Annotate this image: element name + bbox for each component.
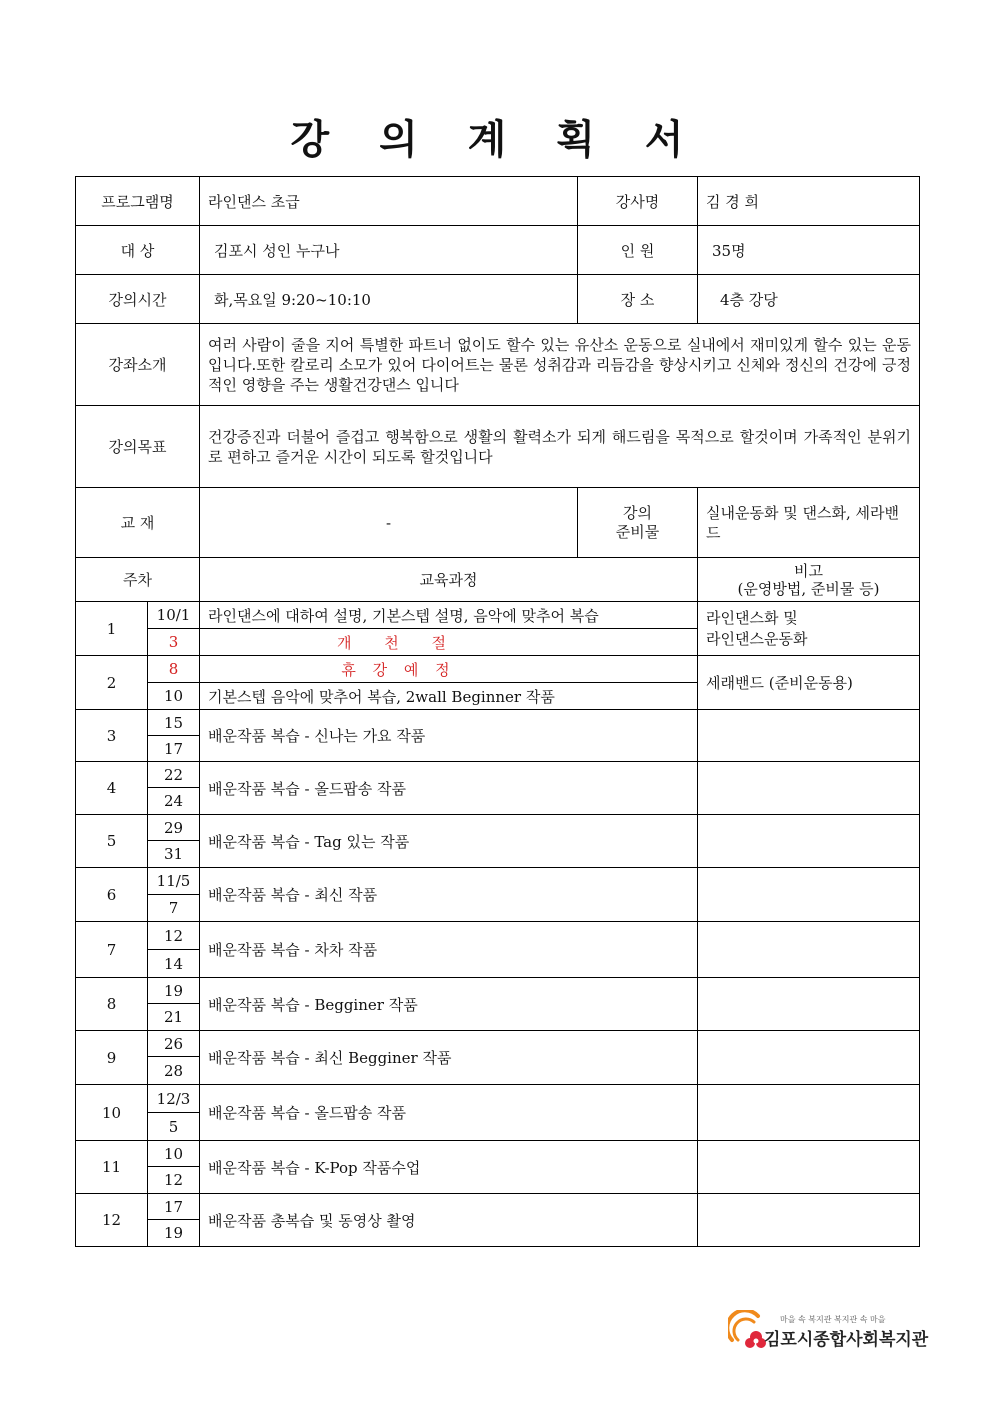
- week-note: [698, 710, 920, 762]
- week-note: [698, 815, 920, 868]
- week-note: [698, 1085, 920, 1141]
- week-number: 7: [76, 922, 148, 978]
- session-date: 10: [148, 1141, 200, 1167]
- session-date: 12: [148, 922, 200, 950]
- holiday-text: 개 천 절: [337, 633, 461, 652]
- session-course: 배운작품 복습 - 최신 작품: [200, 868, 698, 922]
- session-date: 10/1: [148, 602, 200, 629]
- textbook-label: 교 재: [76, 488, 200, 558]
- note-header-line2: (운영방법, 준비물 등): [737, 579, 880, 598]
- session-course: 배운작품 복습 - 최신 Begginer 작품: [200, 1031, 698, 1085]
- note-header: [698, 558, 920, 602]
- time-label: 강의시간: [76, 275, 200, 324]
- curriculum-header: 교육과정: [200, 558, 698, 602]
- supplies-label-line2: 준비물: [615, 522, 660, 541]
- org-name: 김포시종합사회복지관: [764, 1330, 929, 1350]
- week-number: 6: [76, 868, 148, 922]
- week-note: [698, 762, 920, 815]
- session-date: 14: [148, 950, 200, 978]
- week-number: 2: [76, 656, 148, 710]
- session-date: 7: [148, 895, 200, 922]
- week-note: [698, 978, 920, 1031]
- session-course: 배운작품 복습 - Tag 있는 작품: [200, 815, 698, 868]
- week-number: 11: [76, 1141, 148, 1194]
- week-number: 10: [76, 1085, 148, 1141]
- place-value: 4층 강당: [698, 275, 920, 324]
- session-course: 배운작품 복습 - 신나는 가요 작품: [200, 710, 698, 762]
- week-number: 4: [76, 762, 148, 815]
- time-value: 화,목요일 9:20~10:10: [200, 275, 578, 324]
- intro-value: 여러 사람이 줄을 지어 특별한 파트너 없이도 할수 있는 유산소 운동으로 실내에서 재미있게 할수 있는 운동입니다.또한 칼로리 소모가 있어 다이어트는 물론 성취감과 리듬감을 향상시키고 신체와 정신의 건강에 긍정적인 영향을 주는 생활건강댄스 입니다: [200, 324, 920, 406]
- session-date: 10: [148, 683, 200, 710]
- note-line2: 라인댄스운동화: [706, 629, 808, 648]
- session-date: 21: [148, 1004, 200, 1031]
- session-date: 12: [148, 1167, 200, 1194]
- session-date: 11/5: [148, 868, 200, 895]
- week-number: 9: [76, 1031, 148, 1085]
- supplies-label-line1: 강의: [623, 503, 652, 522]
- week-number: 5: [76, 815, 148, 868]
- break-label: [200, 656, 698, 683]
- week-note: [698, 602, 920, 656]
- session-course: 기본스텝 음악에 맞추어 복습, 2wall Beginner 작품: [200, 683, 698, 710]
- textbook-value: -: [200, 488, 578, 558]
- break-text: 휴 강 예 정: [341, 660, 456, 679]
- session-date: 19: [148, 978, 200, 1004]
- session-date: 26: [148, 1031, 200, 1057]
- target-label: 대 상: [76, 226, 200, 275]
- session-date: 15: [148, 710, 200, 736]
- session-course: 배운작품 복습 - 차차 작품: [200, 922, 698, 978]
- session-date: 17: [148, 1194, 200, 1220]
- session-course: 배운작품 복습 - K-Pop 작품수업: [200, 1141, 698, 1194]
- goal-label: 강의목표: [76, 406, 200, 488]
- week-note: [698, 868, 920, 922]
- week-note: [698, 922, 920, 978]
- week-note: [698, 1141, 920, 1194]
- session-date: 24: [148, 788, 200, 815]
- capacity-label: 인 원: [578, 226, 698, 275]
- info-table: [75, 176, 920, 558]
- session-date: 22: [148, 762, 200, 788]
- program-value: 라인댄스 초급: [200, 177, 578, 226]
- place-label: 장 소: [578, 275, 698, 324]
- week-note: [698, 1194, 920, 1247]
- week-number: 3: [76, 710, 148, 762]
- week-header: 주차: [76, 558, 200, 602]
- org-logo: [728, 1308, 929, 1354]
- session-date: 31: [148, 841, 200, 868]
- session-date: 12/3: [148, 1085, 200, 1113]
- session-course: 배운작품 복습 - Begginer 작품: [200, 978, 698, 1031]
- session-course: 배운작품 복습 - 올드팝송 작품: [200, 762, 698, 815]
- holiday-label: [200, 629, 698, 656]
- intro-label: 강좌소개: [76, 324, 200, 406]
- session-date: 28: [148, 1057, 200, 1085]
- org-slogan: 마을 속 복지관 복지관 속 마을: [780, 1315, 886, 1324]
- note-header-line1: 비고: [794, 561, 823, 580]
- session-date: 29: [148, 815, 200, 841]
- program-label: 프로그램명: [76, 177, 200, 226]
- week-number: 8: [76, 978, 148, 1031]
- schedule-rows: [76, 710, 920, 1247]
- session-date-holiday: 3: [148, 629, 200, 656]
- target-value: 김포시 성인 누구나: [200, 226, 578, 275]
- note-line1: 라인댄스화 및: [706, 608, 798, 627]
- document-title: 강 의 계 획 서: [290, 116, 702, 163]
- week-note: 세래밴드 (준비운동용): [698, 656, 920, 710]
- instructor-value: 김 경 희: [698, 177, 920, 226]
- instructor-label: 강사명: [578, 177, 698, 226]
- capacity-value: 35명: [698, 226, 920, 275]
- session-date: 5: [148, 1113, 200, 1141]
- session-course: 배운작품 총복습 및 동영상 촬영: [200, 1194, 698, 1247]
- supplies-label: [578, 488, 698, 558]
- session-date: 17: [148, 736, 200, 762]
- week-note: [698, 1031, 920, 1085]
- session-course: 배운작품 복습 - 올드팝송 작품: [200, 1085, 698, 1141]
- week-number: 12: [76, 1194, 148, 1247]
- supplies-value: 실내운동화 및 댄스화, 세라밴드: [698, 488, 920, 558]
- week-number: 1: [76, 602, 148, 656]
- schedule-table: [75, 557, 920, 1247]
- session-date-break: 8: [148, 656, 200, 683]
- session-course: 라인댄스에 대하여 설명, 기본스텝 설명, 음악에 맞추어 복습: [200, 602, 698, 629]
- session-date: 19: [148, 1220, 200, 1247]
- goal-value: 건강증진과 더불어 즐겁고 행복함으로 생활의 활력소가 되게 해드림을 목적으로 할것이며 가족적인 분위기로 편하고 즐거운 시간이 되도록 할것입니다: [200, 406, 920, 488]
